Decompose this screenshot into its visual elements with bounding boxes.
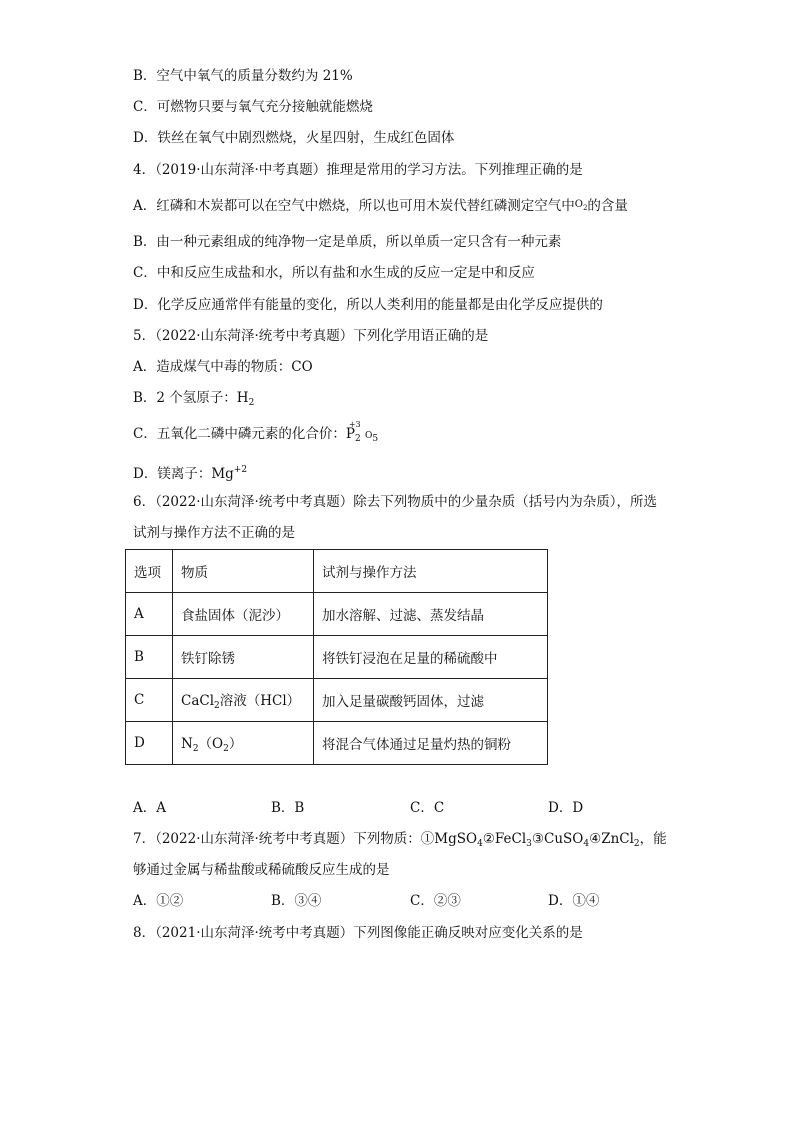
table-row: A 食盐固体（泥沙） 加水溶解、过滤、蒸发结晶	[126, 593, 548, 636]
q7-stem-line1: 7．（2022·山东菏泽·统考中考真题）下列物质：①MgSO$_4$②FeCl$_3$③CuSO$_4$④ZnCl$_2$，能	[133, 831, 667, 849]
q5-option-a: A．造成煤气中毒的物质：CO	[133, 359, 313, 375]
q4-option-d: D．化学反应通常伴有能量的变化，所以人类利用的能量都是由化学反应提供的	[133, 297, 603, 313]
q5-option-b: B．2 个氢原子：$H_2$	[133, 390, 255, 408]
q4-option-a: A．红磷和木炭都可以在空气中燃烧，所以也可用木炭代替红磷测定空气中$^{O_2}$的含量	[133, 198, 628, 214]
col-header-substance: 物质	[173, 550, 314, 593]
q5-option-c: C．五氧化二磷中磷元素的化合价： +3 $P_2$ $O_5$	[133, 425, 378, 448]
q4-option-b: B．由一种元素组成的纯净物一定是单质，所以单质一定只含有一种元素	[133, 234, 562, 250]
q7-answer-d: D．①④	[548, 893, 600, 909]
q4-option-c: C．中和反应生成盐和水，所以有盐和水生成的反应一定是中和反应	[133, 265, 535, 281]
q7-answer-b: B．③④	[271, 893, 322, 909]
p2o5-formula: +3 $P_2$ $O_5$	[345, 420, 379, 444]
q3-option-d: D．铁丝在氧气中剧烈燃烧，火星四射，生成红色固体	[133, 130, 455, 146]
q6-answer-c: C．C	[410, 800, 445, 816]
q6-answer-a: A．A	[133, 800, 166, 816]
q7-stem-line2: 够通过金属与稀盐酸或稀硫酸反应生成的是	[133, 862, 390, 878]
o2-formula: O2	[574, 199, 588, 212]
table-row: B 铁钉除锈 将铁钉浸泡在足量的稀硫酸中	[126, 636, 548, 679]
table-row: C CaCl$_2$溶液（HCl） 加入足量碳酸钙固体，过滤	[126, 679, 548, 722]
col-header-method: 试剂与操作方法	[314, 550, 548, 593]
q6-table	[125, 549, 548, 765]
q6-answer-b: B．B	[271, 800, 305, 816]
q6-stem-line1: 6．（2022·山东菏泽·统考中考真题）除去下列物质中的少量杂质（括号内为杂质），所选	[133, 494, 658, 510]
q6-answer-d: D．D	[548, 800, 584, 816]
q3-option-c: C．可燃物只要与氧气充分接触就能燃烧	[133, 99, 373, 115]
q5-option-d: D．镁离子：$Mg^{+2}$	[133, 465, 248, 482]
table-header-row	[126, 550, 548, 593]
q4-stem: 4．（2019·山东菏泽·中考真题）推理是常用的学习方法。下列推理正确的是	[133, 162, 583, 178]
q3-option-b: B．空气中氧气的质量分数约为 21%	[133, 68, 353, 84]
q7-answer-a: A．①②	[133, 893, 184, 909]
table-row: D $N_2(O_2)$ 将混合气体通过足量灼热的铜粉	[126, 722, 548, 765]
col-header-option: 选项	[126, 550, 173, 593]
q8-stem: 8．（2021·山东菏泽·统考中考真题）下列图像能正确反映对应变化关系的是	[133, 925, 583, 941]
q6-stem-line2: 试剂与操作方法不正确的是	[133, 525, 295, 541]
q5-stem: 5．（2022·山东菏泽·统考中考真题）下列化学用语正确的是	[133, 328, 489, 344]
q7-answer-c: C．②③	[410, 893, 461, 909]
